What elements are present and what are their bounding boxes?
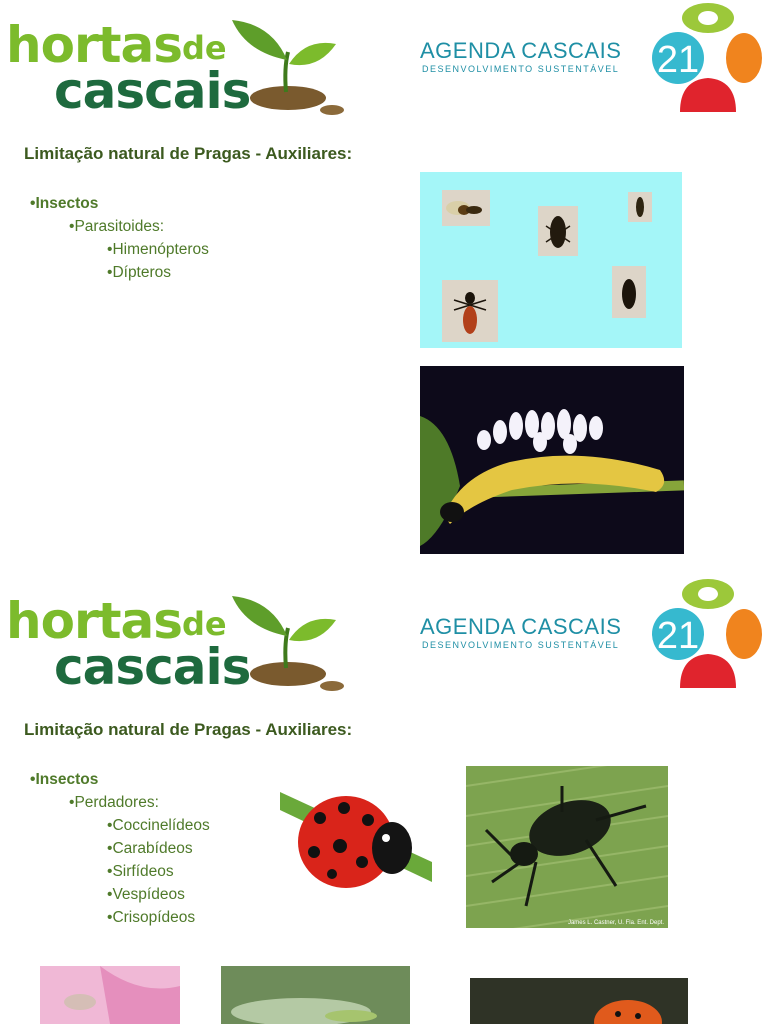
ladybug-larva-photo [462, 978, 688, 1024]
bullet-carabideos: • Carabídeos [30, 837, 210, 860]
bullet-list [30, 192, 209, 284]
insect-photo [538, 206, 578, 256]
slide-title: Limitação natural de Pragas - Auxiliares: [24, 720, 353, 739]
agenda-title: AGENDA CASCAIS [420, 38, 622, 63]
bullet-parasitoides: • Parasitoides: [30, 215, 209, 238]
agenda-21-emblem-icon [640, 0, 768, 118]
insect-photo [612, 266, 646, 318]
slide-title: Limitação natural de Pragas - Auxiliares: [24, 144, 353, 163]
agenda-21-emblem-icon [640, 576, 768, 694]
sprout-icon [226, 584, 356, 699]
bullet-list [30, 768, 210, 929]
bullet-perdadores: • Perdadores: [30, 791, 210, 814]
beetle-photo-caption: James L. Castner, U. Fla. Ent. Dept. [567, 920, 664, 926]
logo-word-hortas: hortas [6, 16, 183, 74]
logo-word-de: de [182, 29, 227, 67]
logo-word-cascais: cascais [54, 62, 251, 120]
carabid-beetle-photo [466, 766, 668, 928]
ladybug-photo [280, 766, 432, 906]
bullet-insectos: • Insectos [30, 768, 210, 791]
agenda-cascais-21-logo [410, 576, 768, 696]
bullet-crisopideos: • Crisopídeos [30, 906, 210, 929]
lacewing-photo [221, 966, 410, 1024]
bullet-vespideos: • Vespídeos [30, 883, 210, 906]
slide-2 [0, 576, 768, 1024]
logo-word-cascais: cascais [54, 638, 251, 696]
logo-word-hortas: hortas [6, 592, 183, 650]
bullet-insectos: • Insectos [30, 192, 209, 215]
bullet-coccinelideos: • Coccinelídeos [30, 814, 210, 837]
caterpillar-with-parasitoid-cocoons-photo [420, 366, 684, 554]
agenda-subtitle: DESENVOLVIMENTO SUSTENTÁVEL [422, 64, 620, 74]
agenda-title: AGENDA CASCAIS [420, 614, 622, 639]
sprout-icon [226, 8, 356, 123]
insect-photo [628, 192, 652, 222]
hortas-de-cascais-logo [4, 584, 364, 704]
agenda-number: 21 [656, 39, 700, 81]
agenda-number: 21 [656, 615, 700, 657]
insect-photo [442, 280, 498, 342]
agenda-cascais-21-logo [410, 0, 768, 120]
logo-word-de: de [182, 605, 227, 643]
hoverfly-on-flower-photo [40, 966, 180, 1024]
agenda-subtitle: DESENVOLVIMENTO SUSTENTÁVEL [422, 640, 620, 650]
parasitoid-insects-photo [420, 172, 682, 348]
hortas-de-cascais-logo [4, 8, 364, 128]
bullet-dipteros: • Dípteros [30, 261, 209, 284]
bullet-sirfideos: • Sirfídeos [30, 860, 210, 883]
insect-photo [442, 190, 490, 226]
bullet-himenopteros: • Himenópteros [30, 238, 209, 261]
